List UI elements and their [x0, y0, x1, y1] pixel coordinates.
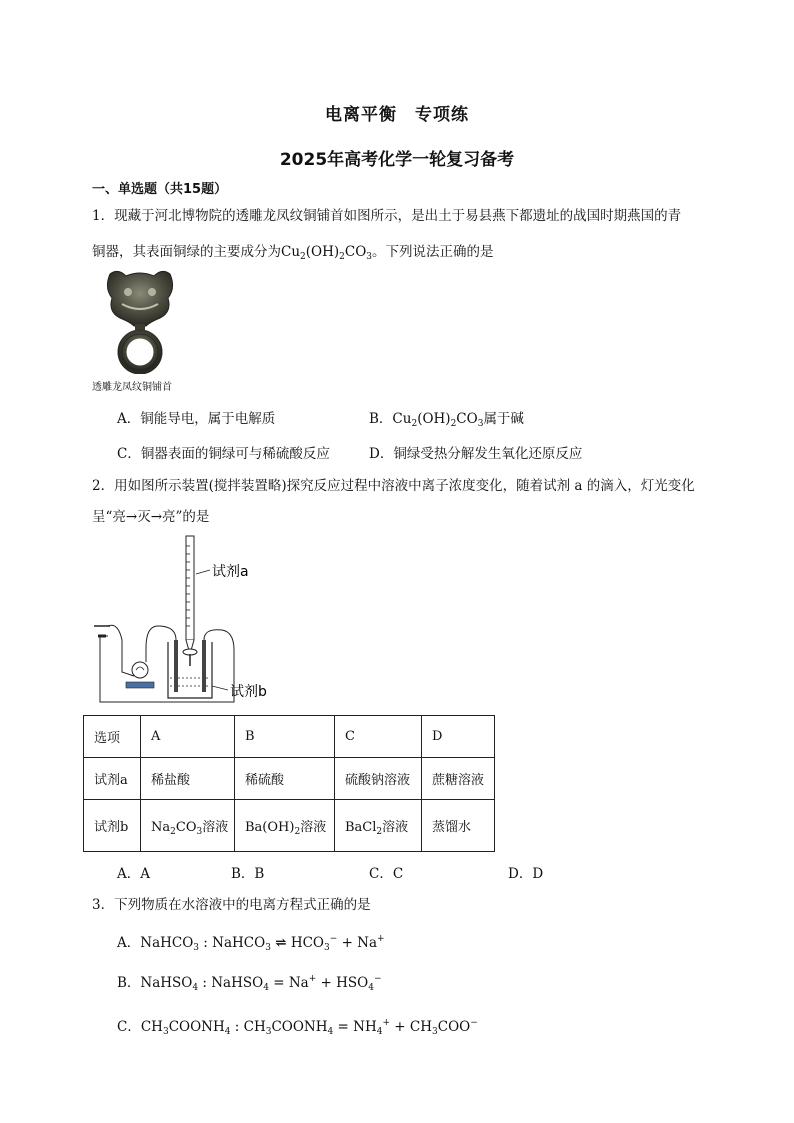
- table-row-label: 试剂b: [84, 800, 141, 852]
- formula-malachite: $Cu_2(OH)_2CO_3$: [392, 411, 484, 429]
- burette: [186, 536, 194, 640]
- q2-line2: 呈“亮→灭→亮”的是: [92, 509, 210, 525]
- q2-answer-b[interactable]: B．B: [231, 866, 265, 882]
- equation-c: $CH_3COONH_4$ : $CH_3COONH_4 = NH_4^+ + CH_3COO^-$: [140, 1018, 478, 1037]
- equation-a: NaHCO$_3$ : NaHCO$_3$ ⇌ $HCO_3^- + Na^+$: [140, 934, 385, 953]
- table-cell: BaCl$_2$溶液: [335, 800, 422, 852]
- table-cell: 蔗糖溶液: [422, 758, 495, 800]
- page-subtitle: 2025年高考化学一轮复习备考: [279, 150, 515, 170]
- q1-option-a[interactable]: A．铜能导电，属于电解质: [117, 411, 276, 427]
- section-heading: 一、单选题（共15题）: [92, 182, 228, 197]
- q2-answer-c[interactable]: C．C: [369, 866, 404, 882]
- table-cell: 蒸馏水: [422, 800, 495, 852]
- table-header-cell: 选项: [84, 716, 141, 758]
- reagent-a-label: 试剂a: [212, 564, 249, 580]
- q1-line2: [92, 240, 494, 260]
- q1-line1: 1．现藏于河北博物院的透雕龙凤纹铜铺首如图所示，是出土于易县燕下都遗址的战国时期燕国的青: [92, 208, 682, 224]
- reagent-b-label: 试剂b: [230, 684, 267, 700]
- table-cell: 稀盐酸: [141, 758, 235, 800]
- electrode-left: [174, 640, 178, 692]
- table-row-label: 试剂a: [84, 758, 141, 800]
- table-cell: 硫酸钠溶液: [335, 758, 422, 800]
- table-cell: $Na_2CO_3$溶液: [141, 800, 235, 852]
- conductivity-apparatus-diagram: [88, 530, 328, 710]
- q2-line1: 2．用如图所示装置(搅拌装置略)探究反应过程中溶液中离子浓度变化，随着试剂 a 的滴入，灯光变化: [92, 478, 695, 494]
- table-header-cell: A: [141, 716, 235, 758]
- bronze-knocker-image: [100, 268, 180, 374]
- page-title: 电离平衡 专项练: [325, 105, 469, 125]
- q1-option-d[interactable]: D．铜绿受热分解发生氧化还原反应: [369, 446, 583, 462]
- q1-option-c[interactable]: C．铜器表面的铜绿可与稀硫酸反应: [117, 446, 330, 462]
- table-cell: $Ba(OH)_2$溶液: [235, 800, 335, 852]
- formula-malachite: $Cu_2(OH)_2CO_3$: [281, 244, 373, 262]
- table-header-cell: C: [335, 716, 422, 758]
- table-header-cell: B: [235, 716, 335, 758]
- equation-b: NaHSO$_4$ : NaHSO$_4$ = $Na^+ + HSO_4^-$: [140, 974, 382, 993]
- electrode-right: [202, 640, 206, 692]
- q2-answer-d[interactable]: D．D: [508, 866, 544, 882]
- q1-line2-pre: 铜器，其表面铜绿的主要成分为: [92, 244, 281, 260]
- q1-line2-post: 。下列说法正确的是: [372, 244, 494, 260]
- q2-answer-a[interactable]: A．A: [117, 866, 150, 882]
- q3-line1: 3．下列物质在水溶液中的电离方程式正确的是: [92, 897, 371, 913]
- table-header-cell: D: [422, 716, 495, 758]
- q3-option-c[interactable]: C．$CH_3COONH_4$ : $CH_3COONH_4 = NH_4^+ + CH_3COO^-$: [117, 1018, 478, 1037]
- q3-option-b[interactable]: B．NaHSO$_4$ : NaHSO$_4$ = $Na^+ + HSO_4^-$: [117, 974, 382, 993]
- reagent-options-table: [83, 715, 495, 852]
- q1-option-b[interactable]: B．$Cu_2(OH)_2CO_3$属于碱: [369, 411, 524, 429]
- table-cell: 稀硫酸: [235, 758, 335, 800]
- light-bulb: [132, 662, 148, 678]
- image-caption: 透雕龙凤纹铜铺首: [92, 382, 172, 393]
- q3-option-a[interactable]: A．NaHCO$_3$ : NaHCO$_3$ ⇌ $HCO_3^- + Na^+$: [117, 934, 385, 953]
